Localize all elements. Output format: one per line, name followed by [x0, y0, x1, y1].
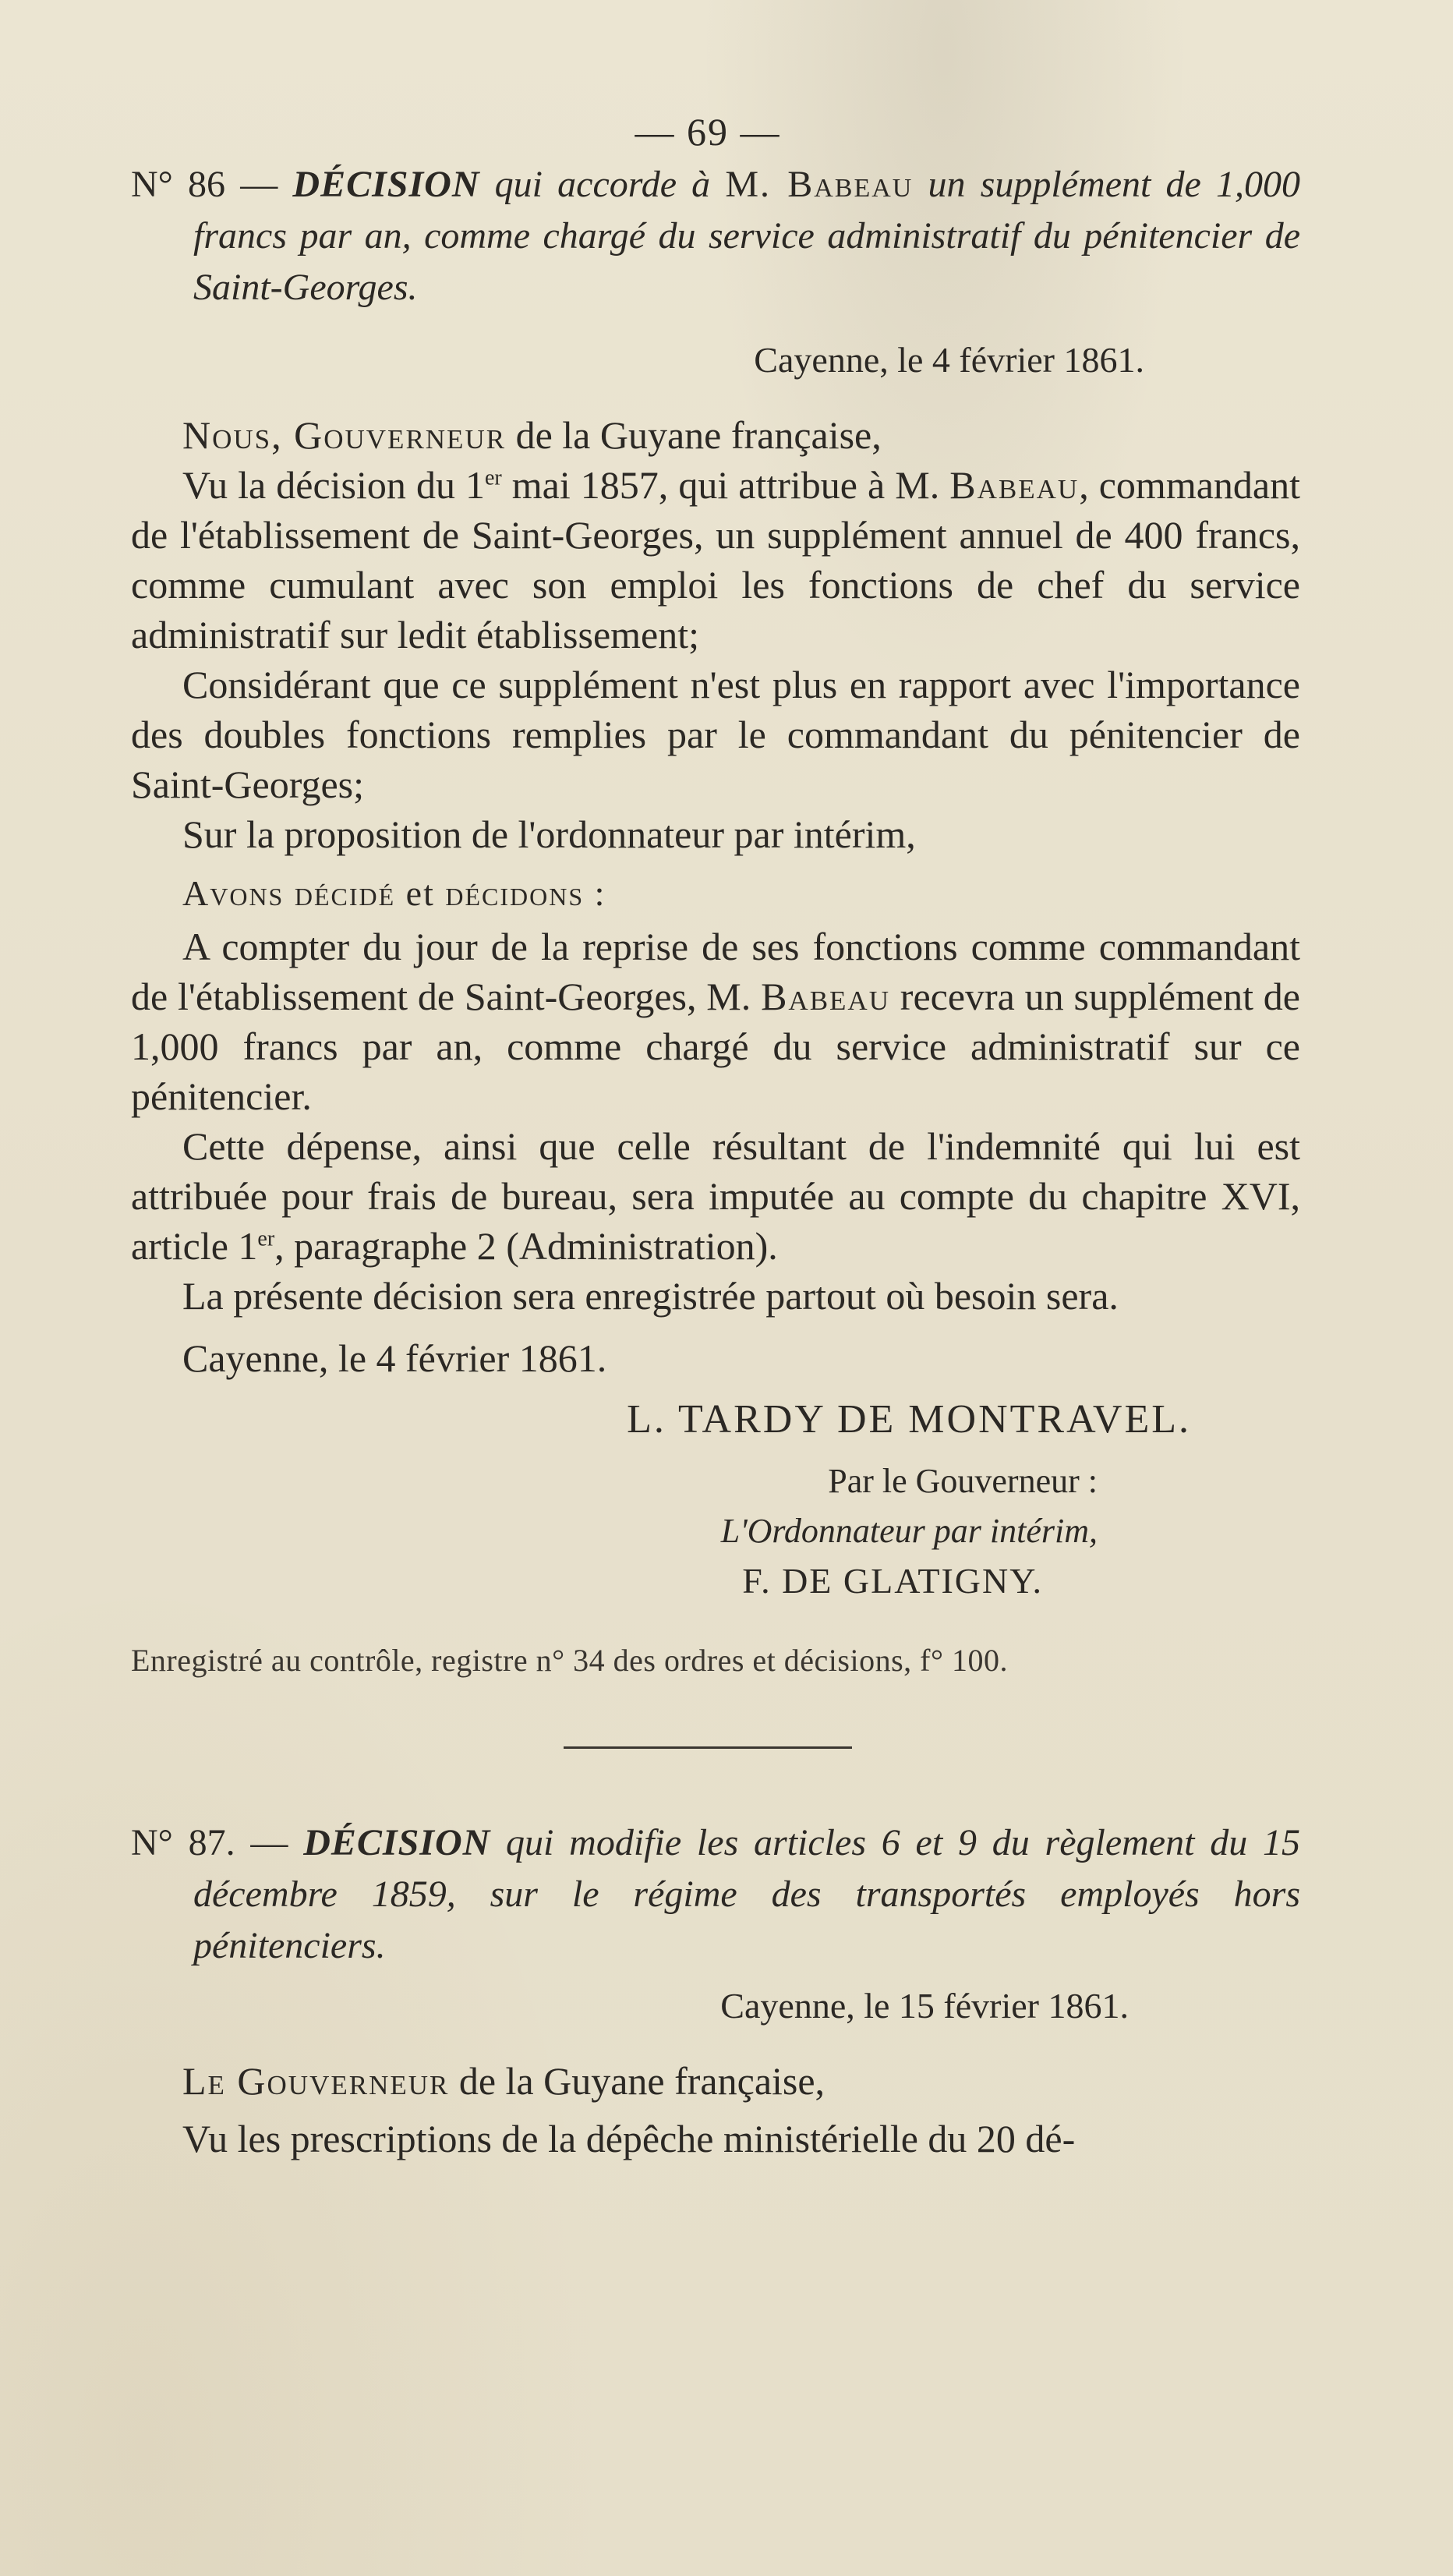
- preamble-87: [131, 2056, 1300, 2106]
- article-paragraph: [131, 922, 1300, 1121]
- preamble-authority: Nous, Gouverneur: [182, 413, 507, 457]
- vu-name: Babeau: [949, 463, 1080, 507]
- par-le-gouverneur: Par le Gouverneur :: [828, 1462, 1098, 1500]
- preamble: [131, 410, 1300, 460]
- decision-86: [131, 159, 1300, 1684]
- preamble-87-authority: Le Gouverneur: [182, 2059, 450, 2103]
- avons-decide-1: Avons décidé: [182, 873, 396, 913]
- registration-note: Enregistré au contrôle, registre n° 34 des ordres et décisions, f° 100.: [131, 1643, 1008, 1678]
- preamble-87-rest: de la Guyane française,: [449, 2059, 825, 2103]
- vu-text-b: mai 1857, qui attribue à M.: [501, 463, 950, 507]
- avons-decide-4: :: [584, 873, 606, 913]
- article-name: Babeau: [761, 975, 890, 1018]
- section-divider: [564, 1746, 852, 1749]
- vu-text-a: Vu la décision du 1: [182, 463, 485, 507]
- closing-date: Cayenne, le 4 février 1861.: [182, 1336, 607, 1380]
- proposition-paragraph: Sur la proposition de l'ordonnateur par intérim,: [182, 812, 916, 856]
- avons-decide: [131, 869, 1300, 918]
- decision-title-word: DÉCISION: [292, 164, 480, 205]
- vu-87-paragraph: Vu les prescriptions de la dépêche ministérielle du 20 dé-: [182, 2117, 1076, 2160]
- document-page: [131, 109, 1300, 2164]
- preamble-rest: de la Guyane française,: [506, 413, 882, 457]
- decision-86-number: N° 86: [131, 164, 226, 205]
- page-number: — 69 —: [635, 110, 781, 154]
- presente-paragraph: La présente décision sera enregistrée partout où besoin sera.: [182, 1274, 1119, 1318]
- heading-text-a: qui accorde à: [479, 164, 726, 205]
- vu-paragraph: [131, 460, 1300, 660]
- heading-dash: —: [235, 1822, 304, 1863]
- heading-text: qui modifie les articles 6 et 9 du règlement du 15 décembre 1859, sur le régime des transportés employés hors pénitenciers.: [193, 1822, 1301, 1966]
- considerant-paragraph: Considérant que ce supplément n'est plus en rapport avec l'importance des doubles fonctions remplies par le commandant du pénitencier de Saint-Georges;: [131, 663, 1300, 806]
- depense-superscript: er: [257, 1226, 275, 1251]
- avons-decide-2: et: [395, 873, 446, 913]
- decision-87: [131, 1817, 1300, 2164]
- ordonnateur-title: L'Ordonnateur par intérim,: [720, 1512, 1098, 1550]
- signature-ordonnateur: F. DE GLATIGNY.: [742, 1561, 1043, 1601]
- article-text-b: recevra un supplément de 1,000 francs par an, comme chargé du service administratif sur ce pénitencier.: [131, 975, 1301, 1118]
- vu-superscript: er: [484, 465, 502, 490]
- heading-name-prefix: M.: [725, 164, 788, 205]
- depense-text-a: Cette dépense, ainsi que celle résultant de l'indemnité qui lui est attribuée pour frais de bureau, sera imputée au compte du chapitre XVI, article 1: [131, 1124, 1300, 1268]
- decision-86-date: Cayenne, le 4 février 1861.: [754, 340, 1144, 380]
- signature-governor: L. TARDY DE MONTRAVEL.: [627, 1397, 1191, 1442]
- decision-87-number: N° 87.: [131, 1822, 235, 1863]
- depense-text-b: , paragraphe 2 (Administration).: [274, 1224, 778, 1268]
- heading-text-b: un supplément de 1,000 francs par an, comme chargé du service administratif du pénitencier de Saint-Georges.: [193, 164, 1300, 308]
- decision-87-date: Cayenne, le 15 février 1861.: [720, 1986, 1129, 2026]
- article-text-a: A compter du jour de la reprise de ses fonctions comme commandant de l'établissement de Saint-Georges, M.: [131, 925, 1300, 1018]
- decision-86-heading: [131, 159, 1300, 313]
- heading-name: Babeau: [787, 164, 914, 205]
- vu-text-c: , commandant de l'établissement de Saint-Georges, un supplément annuel de 400 francs, comme cumulant avec son emploi les fonctions de chef du service administratif sur ledit établissement;: [131, 463, 1300, 656]
- decision-title-word: DÉCISION: [303, 1822, 491, 1863]
- heading-dash: —: [225, 164, 293, 205]
- avons-decide-3: décidons: [445, 873, 585, 913]
- depense-paragraph: [131, 1121, 1300, 1271]
- decision-87-heading: [131, 1817, 1300, 1972]
